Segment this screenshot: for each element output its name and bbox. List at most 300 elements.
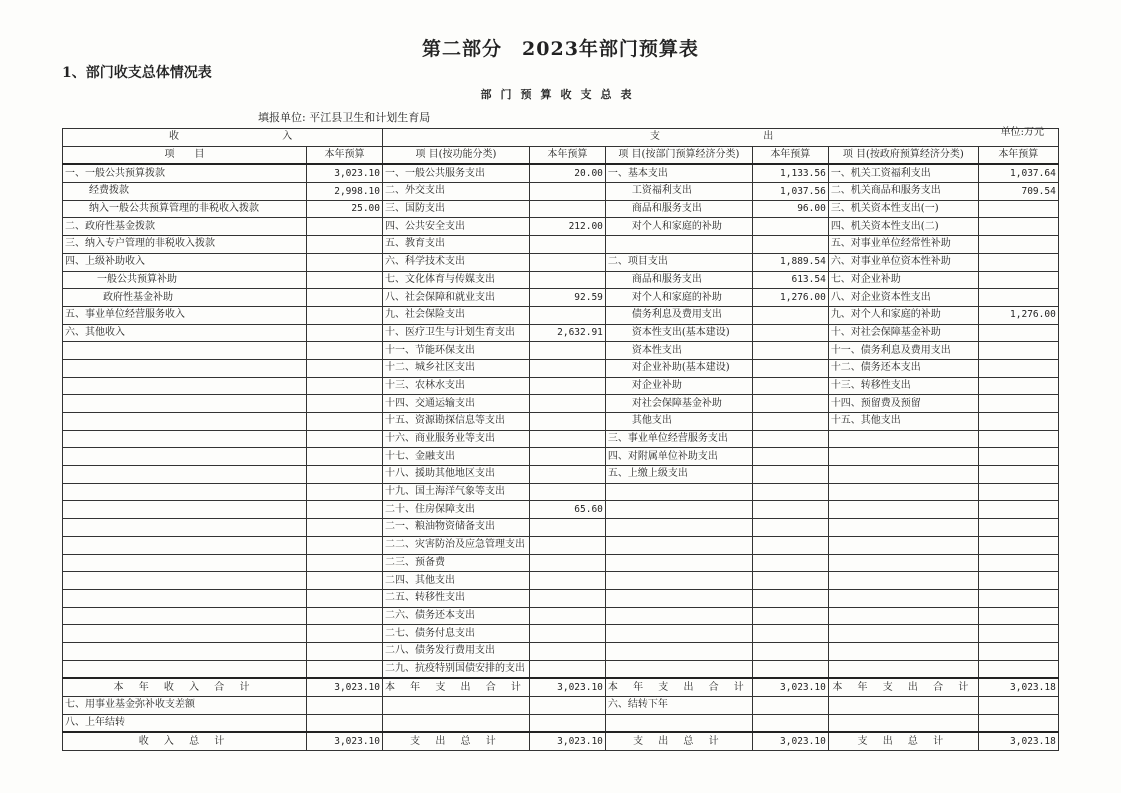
cell-dept-econ-budget: 1,889.54	[752, 253, 828, 271]
cell-income-budget	[307, 483, 383, 501]
cell-gov-econ-budget	[978, 377, 1058, 395]
cell-income-item	[63, 589, 307, 607]
cell-gov-econ-item: 七、对企业补助	[828, 271, 978, 289]
column-header-row	[63, 146, 1059, 164]
cell-income-budget: 2,998.10	[307, 183, 383, 201]
table-row	[63, 324, 1059, 342]
cell-gov-econ-budget	[978, 714, 1058, 732]
cell-income-item: 一般公共预算补助	[63, 271, 307, 289]
cell-func-budget	[529, 466, 605, 484]
cell-dept-econ-budget	[752, 572, 828, 590]
cell-func-item	[383, 697, 530, 715]
income-group-char-1: 收	[169, 131, 179, 143]
cell-gov-econ-budget	[978, 289, 1058, 307]
cell-func-budget	[529, 642, 605, 660]
cell-dept-econ-item: 二、项目支出	[605, 253, 752, 271]
cell-dept-econ-budget	[752, 413, 828, 431]
cell-dept-econ-item	[605, 236, 752, 254]
page-title: 第二部分 2023年部门预算表	[422, 38, 699, 60]
cell-dept-econ-budget	[752, 554, 828, 572]
cell-dept-econ-budget	[752, 466, 828, 484]
cell-gov-econ-budget	[978, 697, 1058, 715]
cell-gov-econ-item: 三、机关资本性支出(一)	[828, 200, 978, 218]
col-header-gov-econ-budget: 本年预算	[978, 146, 1058, 164]
cell-gov-econ-item: 二、机关商品和服务支出	[828, 183, 978, 201]
cell-income-item	[63, 359, 307, 377]
cell-gov-econ-item: 十二、债务还本支出	[828, 359, 978, 377]
cell-func-item: 十二、城乡社区支出	[383, 359, 530, 377]
filler-unit: 填报单位: 平江县卫生和计划生育局	[258, 111, 431, 124]
table-row	[63, 271, 1059, 289]
table-row	[63, 536, 1059, 554]
cell-func-item: 三、国防支出	[383, 200, 530, 218]
cell-func-budget: 92.59	[529, 289, 605, 307]
cell-income-budget	[307, 589, 383, 607]
cell-dept-econ-item	[605, 660, 752, 678]
cell-income-item: 七、用事业基金弥补收支差额	[63, 697, 307, 715]
cell-income-budget	[307, 324, 383, 342]
cell-dept-econ-budget: 3,023.10	[752, 678, 828, 696]
col-header-income-item: 项 目	[63, 146, 307, 164]
cell-dept-econ-item: 四、对附属单位补助支出	[605, 448, 752, 466]
cell-income-item: 一、一般公共预算拨款	[63, 164, 307, 182]
cell-func-budget	[529, 253, 605, 271]
cell-gov-econ-item: 五、对事业单位经常性补助	[828, 236, 978, 254]
cell-dept-econ-item: 五、上缴上级支出	[605, 466, 752, 484]
cell-income-budget	[307, 218, 383, 236]
cell-gov-econ-item	[828, 466, 978, 484]
cell-dept-econ-budget	[752, 697, 828, 715]
table-row	[63, 501, 1059, 519]
cell-gov-econ-item	[828, 642, 978, 660]
cell-func-item: 本 年 支 出 合 计	[383, 678, 530, 696]
cell-func-budget	[529, 589, 605, 607]
cell-func-item: 一、一般公共服务支出	[383, 164, 530, 182]
cell-dept-econ-item	[605, 625, 752, 643]
cell-income-item	[63, 501, 307, 519]
table-row	[63, 625, 1059, 643]
col-header-func-item: 项 目(按功能分类)	[383, 146, 530, 164]
cell-income-item: 二、政府性基金拨款	[63, 218, 307, 236]
unit-label: 单位:万元	[1000, 127, 1044, 138]
cell-dept-econ-budget	[752, 589, 828, 607]
cell-func-item: 十五、资源勘探信息等支出	[383, 413, 530, 431]
cell-income-budget	[307, 236, 383, 254]
cell-dept-econ-budget	[752, 536, 828, 554]
cell-gov-econ-item: 本 年 支 出 合 计	[828, 678, 978, 696]
cell-income-budget	[307, 377, 383, 395]
cell-income-item: 本 年 收 入 合 计	[63, 678, 307, 696]
cell-income-item	[63, 395, 307, 413]
cell-gov-econ-budget	[978, 236, 1058, 254]
cell-income-item: 三、纳入专户管理的非税收入拨款	[63, 236, 307, 254]
cell-gov-econ-budget	[978, 519, 1058, 537]
cell-func-item: 十九、国土海洋气象等支出	[383, 483, 530, 501]
cell-gov-econ-item	[828, 554, 978, 572]
col-header-gov-econ-item: 项 目(按政府预算经济分类)	[828, 146, 978, 164]
table-row	[63, 430, 1059, 448]
cell-gov-econ-item: 八、对企业资本性支出	[828, 289, 978, 307]
cell-gov-econ-item	[828, 607, 978, 625]
cell-func-budget	[529, 395, 605, 413]
table-row	[63, 413, 1059, 431]
cell-dept-econ-item: 三、事业单位经营服务支出	[605, 430, 752, 448]
cell-dept-econ-item: 商品和服务支出	[605, 200, 752, 218]
cell-dept-econ-item	[605, 554, 752, 572]
cell-income-budget	[307, 554, 383, 572]
cell-gov-econ-budget	[978, 642, 1058, 660]
cell-income-item	[63, 448, 307, 466]
cell-dept-econ-item: 一、基本支出	[605, 164, 752, 182]
cell-func-item: 二九、抗疫特别国债安排的支出	[383, 660, 530, 678]
cell-dept-econ-budget	[752, 324, 828, 342]
cell-func-item: 十、医疗卫生与计划生育支出	[383, 324, 530, 342]
cell-func-item: 四、公共安全支出	[383, 218, 530, 236]
cell-dept-econ-budget	[752, 714, 828, 732]
cell-dept-econ-budget	[752, 625, 828, 643]
cell-income-budget	[307, 519, 383, 537]
cell-dept-econ-budget	[752, 483, 828, 501]
cell-dept-econ-budget	[752, 342, 828, 360]
cell-gov-econ-budget	[978, 448, 1058, 466]
table-row	[63, 642, 1059, 660]
cell-income-budget: 3,023.10	[307, 732, 383, 750]
cell-func-budget	[529, 183, 605, 201]
cell-dept-econ-item: 对个人和家庭的补助	[605, 289, 752, 307]
cell-func-budget: 2,632.91	[529, 324, 605, 342]
col-header-dept-econ-budget: 本年预算	[752, 146, 828, 164]
cell-dept-econ-item: 其他支出	[605, 413, 752, 431]
cell-gov-econ-item	[828, 572, 978, 590]
cell-func-item: 十四、交通运输支出	[383, 395, 530, 413]
cell-dept-econ-item	[605, 607, 752, 625]
cell-income-item	[63, 625, 307, 643]
cell-gov-econ-item: 四、机关资本性支出(二)	[828, 218, 978, 236]
cell-func-item: 八、社会保障和就业支出	[383, 289, 530, 307]
cell-dept-econ-budget	[752, 359, 828, 377]
cell-income-budget	[307, 359, 383, 377]
cell-func-item: 十六、商业服务业等支出	[383, 430, 530, 448]
cell-dept-econ-item: 对个人和家庭的补助	[605, 218, 752, 236]
table-row	[63, 732, 1059, 750]
cell-gov-econ-budget: 1,276.00	[978, 306, 1058, 324]
cell-gov-econ-budget	[978, 607, 1058, 625]
cell-gov-econ-item	[828, 660, 978, 678]
cell-gov-econ-budget	[978, 413, 1058, 431]
cell-dept-econ-budget: 96.00	[752, 200, 828, 218]
cell-gov-econ-budget	[978, 501, 1058, 519]
cell-func-item	[383, 714, 530, 732]
cell-gov-econ-item: 十一、债务利息及费用支出	[828, 342, 978, 360]
cell-income-budget	[307, 253, 383, 271]
col-header-dept-econ-item: 项 目(按部门预算经济分类)	[605, 146, 752, 164]
cell-func-budget: 20.00	[529, 164, 605, 182]
table-row	[63, 466, 1059, 484]
cell-dept-econ-budget	[752, 236, 828, 254]
cell-dept-econ-budget	[752, 660, 828, 678]
table-row	[63, 678, 1059, 696]
cell-income-budget	[307, 714, 383, 732]
table-row	[63, 289, 1059, 307]
cell-func-item: 二、外交支出	[383, 183, 530, 201]
cell-income-budget	[307, 607, 383, 625]
cell-dept-econ-item	[605, 589, 752, 607]
col-header-func-budget: 本年预算	[529, 146, 605, 164]
cell-func-item: 二七、债务付息支出	[383, 625, 530, 643]
cell-func-budget	[529, 271, 605, 289]
cell-func-budget: 212.00	[529, 218, 605, 236]
cell-func-budget	[529, 200, 605, 218]
cell-dept-econ-item: 对社会保障基金补助	[605, 395, 752, 413]
cell-income-item	[63, 554, 307, 572]
cell-income-item	[63, 413, 307, 431]
cell-gov-econ-item: 十五、其他支出	[828, 413, 978, 431]
cell-gov-econ-budget: 709.54	[978, 183, 1058, 201]
cell-income-budget	[307, 289, 383, 307]
cell-func-budget	[529, 413, 605, 431]
cell-dept-econ-item: 资本性支出	[605, 342, 752, 360]
table-row	[63, 607, 1059, 625]
cell-income-item: 政府性基金补助	[63, 289, 307, 307]
cell-dept-econ-item	[605, 642, 752, 660]
cell-func-item: 支 出 总 计	[383, 732, 530, 750]
cell-dept-econ-item	[605, 536, 752, 554]
cell-income-budget	[307, 395, 383, 413]
cell-gov-econ-item: 六、对事业单位资本性补助	[828, 253, 978, 271]
cell-func-item: 六、科学技术支出	[383, 253, 530, 271]
expense-group-header	[383, 129, 1059, 147]
cell-dept-econ-budget	[752, 430, 828, 448]
cell-income-item	[63, 607, 307, 625]
cell-gov-econ-budget	[978, 218, 1058, 236]
cell-func-budget	[529, 430, 605, 448]
cell-income-budget: 25.00	[307, 200, 383, 218]
cell-func-item: 二六、债务还本支出	[383, 607, 530, 625]
cell-dept-econ-item	[605, 572, 752, 590]
cell-gov-econ-budget: 3,023.18	[978, 732, 1058, 750]
cell-dept-econ-item: 资本性支出(基本建设)	[605, 324, 752, 342]
cell-income-budget	[307, 271, 383, 289]
table-row	[63, 483, 1059, 501]
cell-dept-econ-item: 本 年 支 出 合 计	[605, 678, 752, 696]
cell-income-budget	[307, 536, 383, 554]
cell-func-item: 十八、援助其他地区支出	[383, 466, 530, 484]
table-row	[63, 236, 1059, 254]
cell-income-item	[63, 519, 307, 537]
cell-gov-econ-item	[828, 430, 978, 448]
cell-func-budget	[529, 697, 605, 715]
cell-func-budget	[529, 519, 605, 537]
cell-func-item: 九、社会保险支出	[383, 306, 530, 324]
cell-income-budget: 3,023.10	[307, 164, 383, 182]
cell-gov-econ-budget	[978, 271, 1058, 289]
group-header-row	[63, 129, 1059, 147]
cell-gov-econ-budget	[978, 395, 1058, 413]
cell-income-budget	[307, 306, 383, 324]
cell-gov-econ-budget	[978, 200, 1058, 218]
cell-dept-econ-item: 支 出 总 计	[605, 732, 752, 750]
cell-income-budget	[307, 501, 383, 519]
cell-gov-econ-item	[828, 714, 978, 732]
cell-gov-econ-budget	[978, 589, 1058, 607]
cell-gov-econ-item	[828, 536, 978, 554]
expense-group-char-1: 支	[650, 131, 660, 143]
cell-gov-econ-budget	[978, 536, 1058, 554]
cell-income-item: 经费拨款	[63, 183, 307, 201]
cell-func-item: 二三、预备费	[383, 554, 530, 572]
cell-gov-econ-item: 支 出 总 计	[828, 732, 978, 750]
cell-income-budget	[307, 697, 383, 715]
table-row	[63, 377, 1059, 395]
cell-func-item: 二四、其他支出	[383, 572, 530, 590]
cell-income-item: 六、其他收入	[63, 324, 307, 342]
income-group-header	[63, 129, 383, 147]
table-row	[63, 554, 1059, 572]
cell-income-item: 八、上年结转	[63, 714, 307, 732]
cell-gov-econ-item	[828, 448, 978, 466]
cell-func-budget	[529, 554, 605, 572]
cell-func-budget: 3,023.10	[529, 678, 605, 696]
table-row	[63, 359, 1059, 377]
table-row	[63, 183, 1059, 201]
cell-income-item	[63, 660, 307, 678]
table-row	[63, 306, 1059, 324]
cell-func-item: 十七、金融支出	[383, 448, 530, 466]
cell-func-budget	[529, 306, 605, 324]
cell-gov-econ-budget: 1,037.64	[978, 164, 1058, 182]
col-header-income-budget: 本年预算	[307, 146, 383, 164]
cell-func-budget	[529, 236, 605, 254]
cell-dept-econ-budget: 613.54	[752, 271, 828, 289]
cell-dept-econ-budget	[752, 448, 828, 466]
cell-func-budget	[529, 572, 605, 590]
cell-income-item: 四、上级补助收入	[63, 253, 307, 271]
table-row	[63, 342, 1059, 360]
table-row	[63, 714, 1059, 732]
income-group-char-2: 入	[282, 131, 293, 143]
cell-income-item	[63, 536, 307, 554]
cell-dept-econ-budget: 1,276.00	[752, 289, 828, 307]
cell-gov-econ-item	[828, 589, 978, 607]
cell-gov-econ-budget	[978, 625, 1058, 643]
cell-gov-econ-budget	[978, 660, 1058, 678]
cell-income-budget	[307, 342, 383, 360]
table-row	[63, 519, 1059, 537]
cell-gov-econ-item	[828, 697, 978, 715]
cell-income-item	[63, 572, 307, 590]
cell-income-budget	[307, 413, 383, 431]
table-row	[63, 697, 1059, 715]
cell-gov-econ-budget: 3,023.18	[978, 678, 1058, 696]
cell-dept-econ-budget: 3,023.10	[752, 732, 828, 750]
cell-gov-econ-item: 十三、转移性支出	[828, 377, 978, 395]
cell-func-item: 七、文化体育与传媒支出	[383, 271, 530, 289]
table-row	[63, 218, 1059, 236]
cell-dept-econ-budget	[752, 218, 828, 236]
cell-dept-econ-budget	[752, 306, 828, 324]
cell-gov-econ-item	[828, 519, 978, 537]
cell-income-budget	[307, 625, 383, 643]
table-row	[63, 660, 1059, 678]
cell-func-budget	[529, 342, 605, 360]
cell-dept-econ-item	[605, 501, 752, 519]
cell-income-budget	[307, 448, 383, 466]
cell-gov-econ-budget	[978, 430, 1058, 448]
cell-income-item	[63, 377, 307, 395]
budget-summary-table	[62, 128, 1059, 751]
cell-func-item: 二八、债务发行费用支出	[383, 642, 530, 660]
cell-income-item	[63, 483, 307, 501]
cell-dept-econ-item: 工资福利支出	[605, 183, 752, 201]
table-row	[63, 200, 1059, 218]
cell-func-item: 五、教育支出	[383, 236, 530, 254]
table-row	[63, 448, 1059, 466]
cell-func-budget	[529, 448, 605, 466]
cell-func-budget	[529, 377, 605, 395]
cell-func-budget	[529, 359, 605, 377]
cell-func-budget	[529, 536, 605, 554]
cell-func-budget	[529, 660, 605, 678]
table-row	[63, 164, 1059, 182]
table-row	[63, 572, 1059, 590]
table-row	[63, 589, 1059, 607]
cell-income-budget	[307, 642, 383, 660]
cell-gov-econ-budget	[978, 324, 1058, 342]
cell-gov-econ-budget	[978, 359, 1058, 377]
cell-dept-econ-item: 对企业补助(基本建设)	[605, 359, 752, 377]
cell-dept-econ-item	[605, 714, 752, 732]
cell-gov-econ-budget	[978, 342, 1058, 360]
cell-func-budget: 65.60	[529, 501, 605, 519]
cell-gov-econ-item: 十、对社会保障基金补助	[828, 324, 978, 342]
cell-func-budget	[529, 625, 605, 643]
cell-func-budget	[529, 714, 605, 732]
cell-func-item: 二一、粮油物资储备支出	[383, 519, 530, 537]
section-title: 1、部门收支总体情况表	[62, 65, 212, 81]
cell-dept-econ-budget: 1,037.56	[752, 183, 828, 201]
cell-gov-econ-budget	[978, 554, 1058, 572]
cell-dept-econ-item: 六、结转下年	[605, 697, 752, 715]
cell-income-item: 收 入 总 计	[63, 732, 307, 750]
cell-dept-econ-budget	[752, 607, 828, 625]
cell-gov-econ-item	[828, 483, 978, 501]
cell-income-budget	[307, 466, 383, 484]
cell-gov-econ-item: 九、对个人和家庭的补助	[828, 306, 978, 324]
cell-dept-econ-item: 商品和服务支出	[605, 271, 752, 289]
cell-gov-econ-item	[828, 625, 978, 643]
cell-income-item	[63, 342, 307, 360]
table-row	[63, 253, 1059, 271]
cell-func-budget	[529, 483, 605, 501]
cell-dept-econ-item: 债务利息及费用支出	[605, 306, 752, 324]
cell-income-item	[63, 430, 307, 448]
cell-func-item: 十一、节能环保支出	[383, 342, 530, 360]
cell-gov-econ-budget	[978, 572, 1058, 590]
expense-group-char-2: 出	[763, 131, 774, 143]
cell-income-item: 纳入一般公共预算管理的非税收入拨款	[63, 200, 307, 218]
cell-func-budget	[529, 607, 605, 625]
cell-func-item: 二十、住房保障支出	[383, 501, 530, 519]
cell-gov-econ-budget	[978, 466, 1058, 484]
cell-income-item	[63, 466, 307, 484]
cell-dept-econ-budget	[752, 642, 828, 660]
cell-gov-econ-budget	[978, 253, 1058, 271]
cell-dept-econ-item: 对企业补助	[605, 377, 752, 395]
cell-income-item: 五、事业单位经营服务收入	[63, 306, 307, 324]
cell-gov-econ-item: 十四、预留费及预留	[828, 395, 978, 413]
cell-dept-econ-budget: 1,133.56	[752, 164, 828, 182]
cell-income-budget: 3,023.10	[307, 678, 383, 696]
